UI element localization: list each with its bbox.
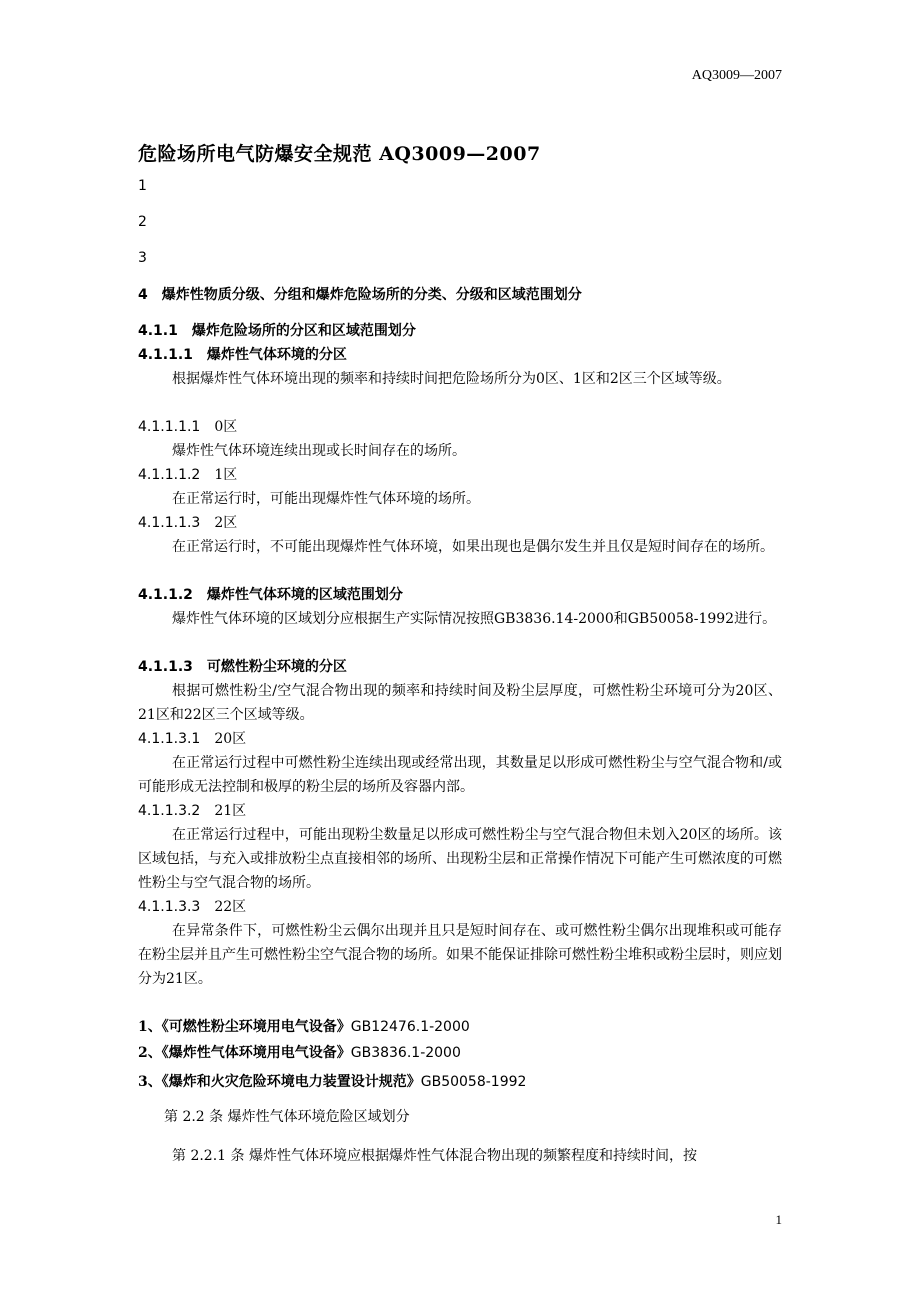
section-title: 爆炸性气体环境的区域范围划分 [206,587,403,603]
section-title: 20区 [214,731,247,747]
section-4-1-1-3-1-heading [138,729,246,749]
section-title: 1区 [214,467,238,483]
reference-code: GB3836.1-2000 [350,1045,461,1061]
section-number: 4.1.1.3.1 [138,731,201,747]
section-4-1-1-3-paragraph: 根据可燃性粉尘/空气混合物出现的频率和持续时间及粉尘层厚度，可燃性粉尘环境可分为20区、21区和22区三个区域等级。 [138,683,782,723]
section-title: 22区 [214,899,247,915]
section-number: 4.1.1.3 [138,659,193,675]
section-4-1-1-1-1-heading [138,417,237,437]
section-number: 4.1.1.1.3 [138,515,201,531]
reference-number: 2、 [138,1045,162,1061]
chapter-1: 1 [138,178,147,194]
reference-item [138,1017,470,1037]
section-number: 4.1.1.3.3 [138,899,201,915]
section-title: 2区 [214,515,238,531]
section-number: 4 [138,287,148,303]
page-number: 1 [775,1212,782,1227]
section-4-1-1-3-3-heading [138,897,246,917]
section-4-1-1-3-2-heading [138,801,246,821]
section-title: 21区 [214,803,247,819]
header-doc-code: AQ3009—2007 [691,68,782,83]
section-4-1-1-3-2-paragraph: 在正常运行过程中，可能出现粉尘数量足以形成可燃性粉尘与空气混合物但未划入20区的场所。该区域包括，与充入或排放粉尘点直接相邻的场所、出现粉尘层和正常操作情况下可能产生可燃浓度的可燃性粉尘与空气混合物的场所。 [138,827,782,891]
section-4-1-1-3-heading [138,657,347,677]
section-4-1-1-1-3-paragraph: 在正常运行时，不可能出现爆炸性气体环境，如果出现也是偶尔发生并且仅是短时间存在的场所。 [172,539,774,555]
section-title: 爆炸性气体环境的分区 [206,347,347,363]
section-4-1-1-1-2-paragraph: 在正常运行时，可能出现爆炸性气体环境的场所。 [172,491,480,507]
page-title: 危险场所电气防爆安全规范 AQ3009—2007 [138,143,541,165]
section-title: 爆炸性物质分级、分组和爆炸危险场所的分类、分级和区域范围划分 [161,287,582,303]
section-4-1-1-2-heading [138,585,403,605]
section-title: 可燃性粉尘环境的分区 [206,659,347,675]
reference-name: 《爆炸和火灾危险环境电力装置设计规范》 [161,1074,421,1090]
article-2-2-1-paragraph: 第 2.2.1 条 爆炸性气体环境应根据爆炸性气体混合物出现的频繁程度和持续时间，按 [172,1148,697,1164]
chapter-2: 2 [138,214,147,230]
chapter-3: 3 [138,250,147,266]
reference-name: 《可燃性粉尘环境用电气设备》 [161,1019,351,1035]
section-4-1-1-1-heading [138,345,347,365]
section-4-1-1-2-paragraph: 爆炸性气体环境的区域划分应根据生产实际情况按照GB3836.14-2000和GB50058-1992进行。 [172,611,777,627]
section-4-1-1-1-paragraph: 根据爆炸性气体环境出现的频率和持续时间把危险场所分为0区、1区和2区三个区域等级。 [172,371,731,387]
reference-item [138,1072,526,1092]
reference-name: 《爆炸性气体环境用电气设备》 [161,1045,351,1061]
reference-number: 1、 [138,1019,162,1035]
section-number: 4.1.1.1.2 [138,467,201,483]
reference-code: GB50058-1992 [420,1074,527,1090]
reference-item [138,1043,461,1063]
section-4-1-1-1-3-heading [138,513,237,533]
article-2-2-heading: 第 2.2 条 爆炸性气体环境危险区域划分 [164,1109,410,1125]
section-4-1-1-1-2-heading [138,465,237,485]
section-number: 4.1.1 [138,323,178,339]
section-4-1-1-1-1-paragraph: 爆炸性气体环境连续出现或长时间存在的场所。 [172,443,466,459]
reference-number: 3、 [138,1074,162,1090]
section-4-1-1-3-3-paragraph: 在异常条件下，可燃性粉尘云偶尔出现并且只是短时间存在、或可燃性粉尘偶尔出现堆积或可能存在粉尘层并且产生可燃性粉尘空气混合物的场所。如果不能保证排除可燃性粉尘堆积或粉尘层时，则应划分为21区。 [138,923,782,987]
reference-code: GB12476.1-2000 [350,1019,470,1035]
section-number: 4.1.1.1.1 [138,419,201,435]
section-number: 4.1.1.3.2 [138,803,201,819]
section-title: 0区 [214,419,238,435]
section-number: 4.1.1.2 [138,587,193,603]
section-4-heading [138,285,582,305]
section-number: 4.1.1.1 [138,347,193,363]
section-4-1-1-heading [138,321,416,341]
section-title: 爆炸危险场所的分区和区域范围划分 [191,323,416,339]
section-4-1-1-3-1-paragraph: 在正常运行过程中可燃性粉尘连续出现或经常出现，其数量足以形成可燃性粉尘与空气混合物和/或可能形成无法控制和极厚的粉尘层的场所及容器内部。 [138,755,782,795]
